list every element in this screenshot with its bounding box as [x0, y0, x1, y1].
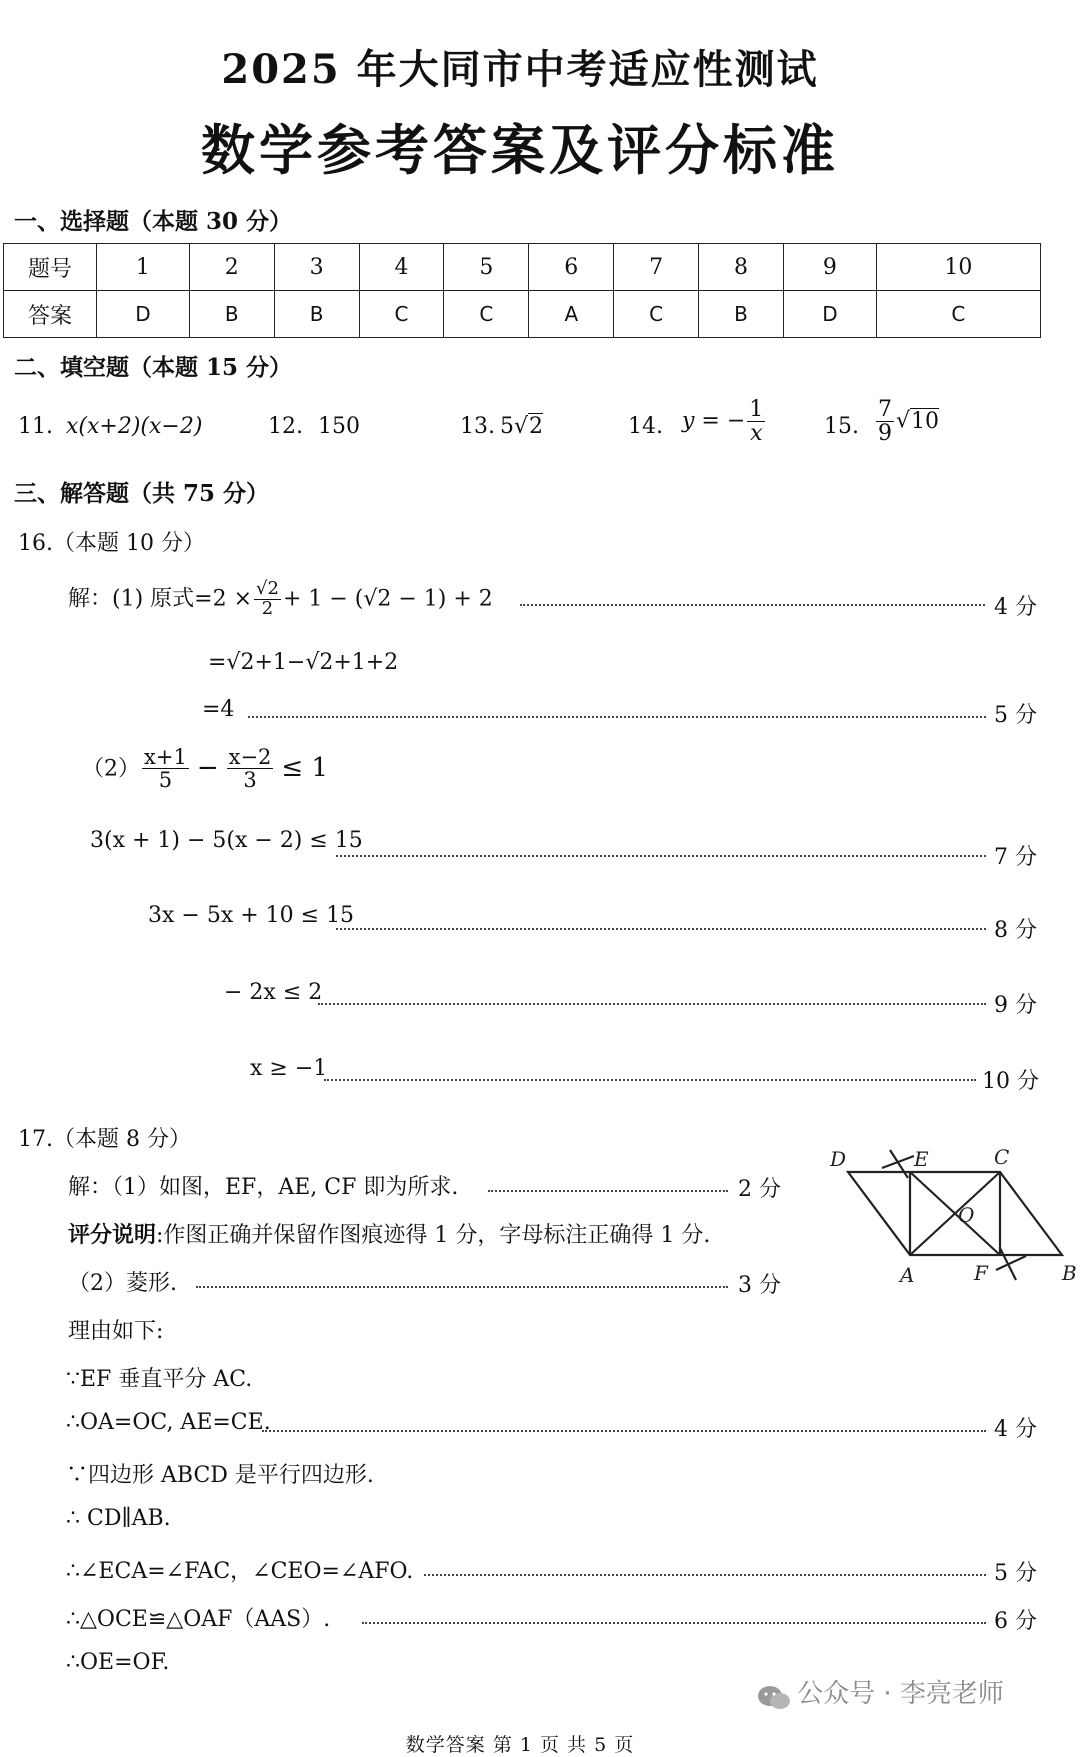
q16-title: 16.（本题 10 分） [18, 531, 205, 556]
q17-line9: ∴△OCE≌△OAF（AAS）. [66, 1607, 331, 1632]
q17-line5: ∴OA=OC, AE=CE. [66, 1410, 271, 1435]
vertex-label-c: C [994, 1145, 1010, 1169]
answer-table [3, 243, 1041, 338]
leader-dots [520, 604, 985, 606]
q16-part2-frac2-denominator: 3 [243, 768, 257, 793]
table-cell-answer: C [444, 291, 529, 338]
q15-number: 15. [824, 414, 859, 439]
score-label: 9 分 [994, 993, 1037, 1018]
q17-note-label: 评分说明 [68, 1222, 157, 1248]
table-cell-label: 题号 [4, 244, 97, 291]
wechat-icon [756, 1683, 792, 1713]
q16-line1-prefix: 解：(1) 原式=2 × [68, 586, 253, 612]
score-label: 5 分 [994, 1561, 1037, 1586]
sqrt-icon: √ [514, 414, 529, 439]
table-cell-number: 7 [614, 244, 699, 291]
q14-number: 14. [628, 414, 663, 439]
table-cell-number: 6 [529, 244, 614, 291]
q16-line1-suffix: + 1 − (√2 − 1) + 2 [282, 586, 493, 612]
q13-number: 13. [460, 414, 495, 439]
score-label: 10 分 [982, 1069, 1039, 1094]
q17-note [68, 1218, 710, 1249]
page-title: 2025 年大同市中考适应性测试 [221, 46, 819, 93]
q15-radicand: 10 [911, 408, 940, 434]
q14-numerator: 1 [749, 397, 764, 422]
table-cell-answer: D [97, 291, 190, 338]
section-2-heading: 二、填空题（本题 15 分） [14, 354, 293, 381]
score-label: 4 分 [994, 1417, 1037, 1442]
q11-number: 11. [18, 414, 53, 439]
q17-line6: ∵四边形 ABCD 是平行四边形. [66, 1463, 374, 1488]
q16-step3: − 2x ≤ 2 [224, 980, 323, 1005]
table-cell-answer: C [614, 291, 699, 338]
q16-part2-label: （2） [82, 756, 140, 782]
q16-part2-rhs: ≤ 1 [281, 752, 329, 783]
leader-dots [336, 928, 986, 930]
q17-note-text: :作图正确并保留作图痕迹得 1 分，字母标注正确得 1 分. [156, 1223, 711, 1248]
table-cell-answer: C [359, 291, 444, 338]
table-cell-answer: D [783, 291, 876, 338]
q11-answer: x(x+2)(x−2) [66, 414, 203, 439]
table-cell-number: 4 [359, 244, 444, 291]
q17-line4: ∵EF 垂直平分 AC. [66, 1367, 253, 1392]
q16-part2-frac2-numerator: x−2 [228, 745, 272, 769]
watermark [756, 1673, 1004, 1713]
rhombus-figure [830, 1140, 1080, 1300]
table-cell-number: 1 [97, 244, 190, 291]
q12-number: 12. [268, 414, 303, 439]
score-label: 8 分 [994, 918, 1037, 943]
section-1-heading: 一、选择题（本题 30 分） [14, 208, 293, 235]
table-cell-answer: A [529, 291, 614, 338]
table-cell-number: 5 [444, 244, 529, 291]
q16-part2-frac1-denominator: 5 [158, 768, 173, 793]
q17-line3: 理由如下: [68, 1319, 164, 1344]
q16-line1 [68, 580, 493, 619]
leader-dots [196, 1286, 728, 1288]
vertex-label-b: B [1062, 1261, 1077, 1285]
leader-dots [318, 1003, 986, 1005]
q16-part2-frac1-numerator: x+1 [144, 745, 187, 769]
score-label: 3 分 [738, 1273, 781, 1298]
q15-denominator: 9 [878, 421, 892, 447]
vertex-label-d: D [830, 1147, 847, 1171]
q17-line10: ∴OE=OF. [66, 1650, 170, 1675]
sqrt-icon: √ [896, 408, 911, 434]
q17-line7: ∴ CD∥AB. [66, 1506, 171, 1531]
table-cell-answer: B [189, 291, 274, 338]
table-cell-label: 答案 [4, 291, 97, 338]
page-subtitle: 数学参考答案及评分标准 [201, 118, 839, 182]
table-cell-number: 2 [189, 244, 274, 291]
q15-numerator: 7 [878, 397, 892, 422]
point-label-o: O [958, 1203, 975, 1227]
q16-line1-fraction-numerator: √2 [256, 578, 279, 599]
arc-mark [882, 1156, 914, 1168]
q16-line1-fraction-denominator: 2 [261, 597, 274, 619]
q15-answer [874, 398, 939, 445]
q13-coefficient: 5 [500, 414, 514, 439]
q17-title: 17.（本题 8 分） [18, 1127, 191, 1152]
table-row-answers [4, 291, 1041, 338]
vertex-label-e: E [914, 1147, 929, 1171]
page-footer: 数学答案 第 1 页 共 5 页 [405, 1734, 635, 1756]
q12-answer: 150 [318, 414, 360, 439]
q16-part2 [82, 746, 328, 791]
score-label: 6 分 [994, 1609, 1037, 1634]
table-cell-number: 3 [274, 244, 359, 291]
q16-step1: 3(x + 1) − 5(x − 2) ≤ 15 [90, 828, 363, 853]
q17-line1: 解：（1）如图，EF，AE, CF 即为所求. [68, 1175, 459, 1200]
table-cell-answer: B [699, 291, 784, 338]
leader-dots [324, 1079, 976, 1081]
score-label: 4 分 [994, 595, 1037, 620]
q13-radicand: 2 [529, 414, 544, 439]
vertex-label-f: F [974, 1261, 988, 1285]
score-label: 2 分 [738, 1177, 781, 1202]
q13-answer [500, 414, 543, 439]
table-cell-number: 9 [783, 244, 876, 291]
leader-dots [248, 716, 986, 718]
table-cell-answer: B [274, 291, 359, 338]
table-cell-answer: C [876, 291, 1040, 338]
q16-step4: x ≥ −1 [250, 1056, 328, 1081]
table-cell-number: 10 [876, 244, 1040, 291]
score-label: 5 分 [994, 703, 1037, 728]
section-3-heading: 三、解答题（共 75 分） [14, 480, 270, 507]
leader-dots [488, 1190, 728, 1192]
q17-line8: ∴∠ECA=∠FAC，∠CEO=∠AFO. [66, 1559, 414, 1584]
q16-line3: =4 [202, 697, 235, 722]
leader-dots [262, 1430, 986, 1432]
leader-dots [362, 1622, 986, 1624]
table-row-numbers [4, 244, 1041, 291]
leader-dots [336, 855, 986, 857]
vertex-label-a: A [900, 1263, 915, 1287]
q16-line2: =√2+1−√2+1+2 [208, 650, 399, 675]
score-label: 7 分 [994, 845, 1037, 870]
q14-lhs: y = − [682, 408, 746, 434]
q14-answer [682, 398, 767, 445]
q16-step2: 3x − 5x + 10 ≤ 15 [148, 903, 355, 928]
q14-denominator: x [750, 421, 763, 447]
watermark-text: 公众号 · 李亮老师 [797, 1679, 1004, 1709]
table-cell-number: 8 [699, 244, 784, 291]
q17-line2: （2）菱形. [68, 1271, 177, 1296]
leader-dots [424, 1574, 986, 1576]
q16-part2-minus: − [196, 752, 219, 783]
